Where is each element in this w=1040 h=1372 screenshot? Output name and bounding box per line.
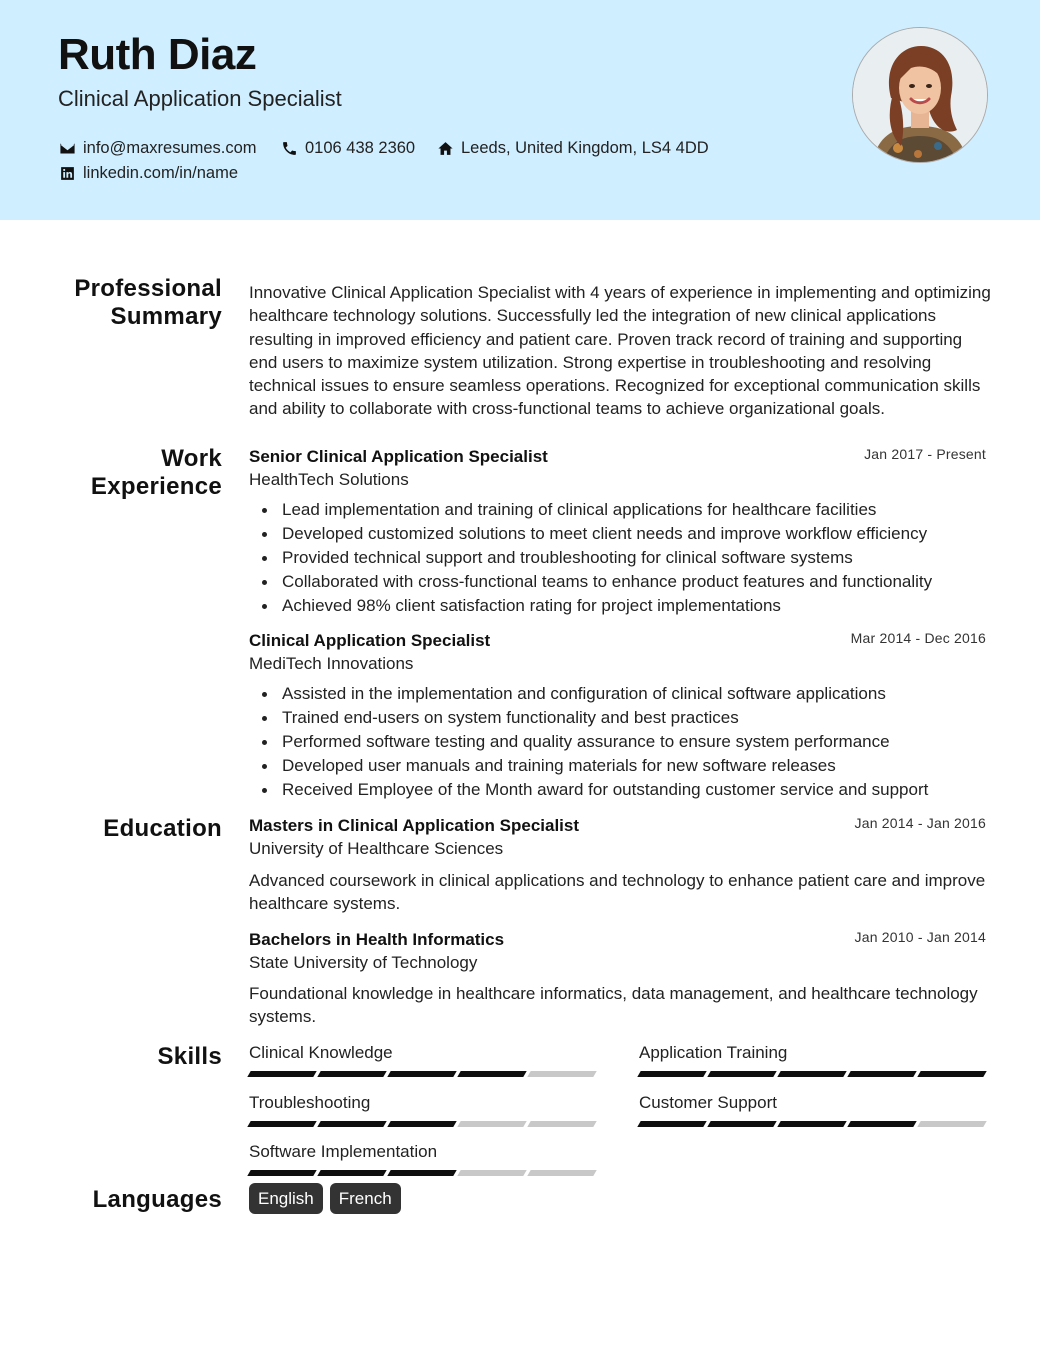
skill-segment-filled bbox=[387, 1121, 456, 1127]
skill-segment-filled bbox=[637, 1071, 706, 1077]
education-description: Foundational knowledge in healthcare informatics, data management, and healthcare technology systems. bbox=[249, 984, 978, 1027]
list-item: Collaborated with cross-functional teams to enhance product features and functionality bbox=[249, 570, 1009, 594]
skill-segment-empty bbox=[527, 1071, 596, 1077]
summary-heading bbox=[74, 275, 222, 331]
list-item: Lead implementation and training of clinical applications for healthcare facilities bbox=[249, 498, 1009, 522]
school-name: State University of Technology bbox=[249, 953, 478, 972]
linkedin-icon bbox=[59, 165, 76, 182]
job-dates: Mar 2014 - Dec 2016 bbox=[850, 630, 986, 646]
contact-location bbox=[437, 139, 709, 158]
skill-segment-empty bbox=[917, 1121, 986, 1127]
skill-name: Clinical Knowledge bbox=[249, 1043, 393, 1062]
skill-segment-filled bbox=[707, 1071, 776, 1077]
language-list bbox=[249, 1183, 401, 1214]
location-text: Leeds, United Kingdom, LS4 4DD bbox=[461, 139, 709, 157]
languages-heading: Languages bbox=[92, 1186, 222, 1213]
skill-segment-filled bbox=[317, 1121, 386, 1127]
skill-segment-filled bbox=[247, 1121, 316, 1127]
skill-segment-filled bbox=[777, 1071, 846, 1077]
list-item: Achieved 98% client satisfaction rating for project implementations bbox=[249, 594, 1009, 618]
job-dates: Jan 2017 - Present bbox=[864, 446, 986, 462]
skill-name: Troubleshooting bbox=[249, 1093, 371, 1112]
degree-title: Bachelors in Health Informatics bbox=[249, 930, 505, 949]
job-company: HealthTech Solutions bbox=[249, 470, 409, 489]
resume-header bbox=[0, 0, 1040, 220]
skill-segment-filled bbox=[637, 1121, 706, 1127]
skill-level-bar bbox=[249, 1071, 597, 1077]
job-bullet-list bbox=[249, 682, 1009, 802]
skill-level-bar bbox=[249, 1121, 597, 1127]
contact-email[interactable] bbox=[59, 139, 257, 158]
skill-item bbox=[639, 1043, 987, 1077]
skill-segment-empty bbox=[457, 1121, 526, 1127]
skill-segment-filled bbox=[317, 1071, 386, 1077]
experience-heading-line1: Work bbox=[161, 445, 222, 472]
skill-segment-filled bbox=[247, 1071, 316, 1077]
skill-segment-empty bbox=[527, 1170, 596, 1176]
skill-level-bar bbox=[639, 1121, 987, 1127]
skill-segment-empty bbox=[527, 1121, 596, 1127]
profile-photo bbox=[852, 27, 988, 163]
envelope-icon bbox=[59, 140, 76, 157]
list-item: Trained end-users on system functionality and best practices bbox=[249, 706, 1009, 730]
skill-name: Software Implementation bbox=[249, 1142, 438, 1161]
skill-name: Application Training bbox=[639, 1043, 788, 1062]
contact-linkedin[interactable] bbox=[59, 164, 238, 183]
skill-segment-filled bbox=[317, 1170, 386, 1176]
skill-segment-filled bbox=[777, 1121, 846, 1127]
language-badge: French bbox=[330, 1183, 401, 1214]
job-bullet-list bbox=[249, 498, 1009, 618]
skill-segment-filled bbox=[457, 1071, 526, 1077]
language-badge: English bbox=[249, 1183, 323, 1214]
email-text: info@maxresumes.com bbox=[83, 139, 257, 157]
contact-phone[interactable] bbox=[281, 139, 415, 158]
skill-segment-empty bbox=[457, 1170, 526, 1176]
list-item: Developed customized solutions to meet client needs and improve workflow efficiency bbox=[249, 522, 1009, 546]
education-dates: Jan 2014 - Jan 2016 bbox=[854, 815, 986, 831]
skill-level-bar bbox=[639, 1071, 987, 1077]
candidate-title: Clinical Application Specialist bbox=[58, 86, 342, 111]
job-company: MediTech Innovations bbox=[249, 654, 414, 673]
summary-text: Innovative Clinical Application Specialist with 4 years of experience in implementing and optimizing healthcare technology solutions. Successfully led the integration of new clinical applications resulting in improved efficiency and patient care. Proven track record of training and supporting end users to maximize system utilization. Strong expertise in troubleshooting and resolving technical issues to ensure seamless operations. Recognized for exceptional communication skills and ability to collaborate with cross-functional teams to achieve organizational goals. bbox=[249, 283, 991, 419]
list-item: Developed user manuals and training materials for new software releases bbox=[249, 754, 1009, 778]
skill-name: Customer Support bbox=[639, 1093, 777, 1112]
degree-title: Masters in Clinical Application Specialist bbox=[249, 816, 580, 835]
education-heading: Education bbox=[103, 815, 222, 842]
list-item: Assisted in the implementation and configuration of clinical software applications bbox=[249, 682, 1009, 706]
summary-heading-line1: Professional bbox=[74, 275, 222, 302]
experience-heading-line2: Experience bbox=[90, 473, 222, 500]
school-name: University of Healthcare Sciences bbox=[249, 839, 504, 858]
list-item: Performed software testing and quality assurance to ensure system performance bbox=[249, 730, 1009, 754]
list-item: Provided technical support and troubleshooting for clinical software systems bbox=[249, 546, 1009, 570]
skill-segment-filled bbox=[387, 1071, 456, 1077]
skill-item bbox=[249, 1093, 597, 1127]
phone-icon bbox=[281, 140, 298, 157]
phone-text: 0106 438 2360 bbox=[305, 139, 416, 157]
skill-item bbox=[639, 1093, 987, 1127]
education-dates: Jan 2010 - Jan 2014 bbox=[854, 929, 986, 945]
skill-item bbox=[249, 1043, 597, 1077]
skill-level-bar bbox=[249, 1170, 597, 1176]
skill-segment-filled bbox=[847, 1121, 916, 1127]
summary-heading-line2: Summary bbox=[110, 303, 222, 330]
skill-segment-filled bbox=[247, 1170, 316, 1176]
skill-segment-filled bbox=[387, 1170, 456, 1176]
skills-heading: Skills bbox=[157, 1043, 222, 1070]
linkedin-text: linkedin.com/in/name bbox=[83, 164, 238, 182]
experience-heading bbox=[91, 445, 222, 501]
list-item: Received Employee of the Month award for outstanding customer service and support bbox=[249, 778, 1009, 802]
skill-segment-filled bbox=[707, 1121, 776, 1127]
profile-photo-illustration bbox=[853, 28, 987, 162]
education-description: Advanced coursework in clinical applications and technology to enhance patient care and improve healthcare systems. bbox=[249, 871, 986, 914]
skill-segment-filled bbox=[847, 1071, 916, 1077]
candidate-name: Ruth Diaz bbox=[58, 30, 257, 79]
job-title: Senior Clinical Application Specialist bbox=[249, 447, 548, 466]
home-icon bbox=[437, 140, 454, 157]
skill-item bbox=[249, 1142, 597, 1176]
skill-segment-filled bbox=[917, 1071, 986, 1077]
job-title: Clinical Application Specialist bbox=[249, 631, 491, 650]
